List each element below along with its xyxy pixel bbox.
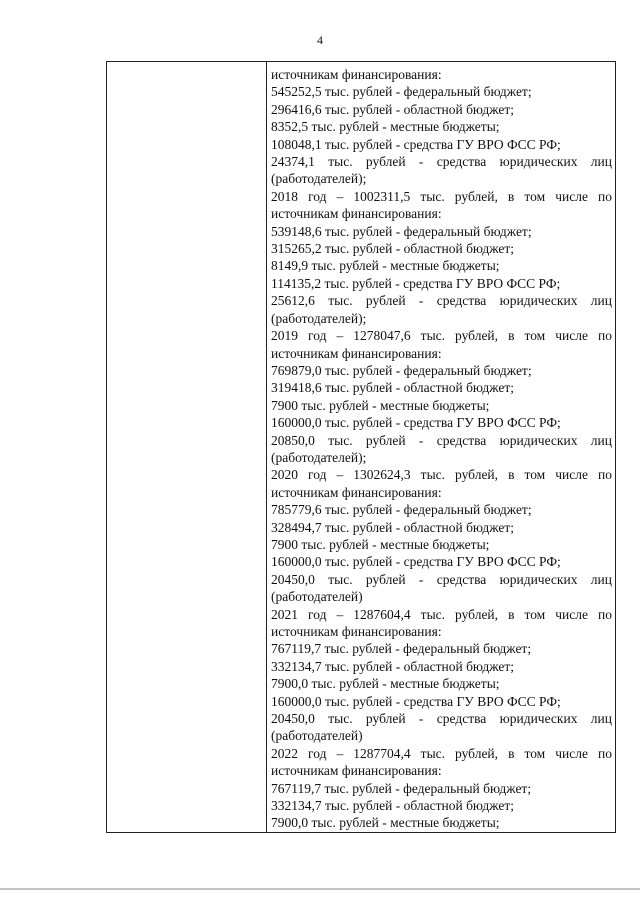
text-line: 8352,5 тыс. рублей - местные бюджеты; <box>271 119 500 135</box>
text-line: (работодателей) <box>271 728 363 744</box>
text-line: 114135,2 тыс. рублей - средства ГУ ВРО ФСС РФ; <box>271 275 561 291</box>
text-line: (работодателей); <box>271 171 367 187</box>
text-line: 2019 год – 1278047,6 тыс. рублей, в том числе по <box>271 328 612 344</box>
text-line: источникам финансирования: <box>271 206 442 222</box>
text-line: 2021 год – 1287604,4 тыс. рублей, в том числе по <box>271 606 612 622</box>
text-line: 332134,7 тыс. рублей - областной бюджет; <box>271 798 514 814</box>
text-line: 20850,0 тыс. рублей - средства юридических лиц <box>271 432 612 448</box>
text-line: 769879,0 тыс. рублей - федеральный бюджет; <box>271 362 532 378</box>
text-line: 7900 тыс. рублей - местные бюджеты; <box>271 397 490 413</box>
text-line: источникам финансирования: <box>271 345 442 361</box>
text-line: (работодателей) <box>271 589 363 605</box>
table-right-column <box>267 62 615 832</box>
text-line: 328494,7 тыс. рублей - областной бюджет; <box>271 519 514 535</box>
document-table <box>106 61 616 833</box>
text-line: 539148,6 тыс. рублей - федеральный бюджет; <box>271 223 532 239</box>
text-line: 2022 год – 1287704,4 тыс. рублей, в том числе по <box>271 745 612 761</box>
text-line: 315265,2 тыс. рублей - областной бюджет; <box>271 241 514 257</box>
text-line: источникам финансирования: <box>271 763 442 779</box>
text-line: 2018 год – 1002311,5 тыс. рублей, в том числе по <box>271 188 612 204</box>
text-line: 7900,0 тыс. рублей - местные бюджеты; <box>271 676 500 692</box>
text-line: 160000,0 тыс. рублей - средства ГУ ВРО ФСС РФ; <box>271 693 561 709</box>
text-line: источникам финансирования: <box>271 484 442 500</box>
text-line: 7900,0 тыс. рублей - местные бюджеты; <box>271 815 500 831</box>
page-number: 4 <box>317 33 323 47</box>
text-line: 160000,0 тыс. рублей - средства ГУ ВРО ФСС РФ; <box>271 415 561 431</box>
text-line: 767119,7 тыс. рублей - федеральный бюджет; <box>271 780 532 796</box>
scan-bottom-edge <box>0 888 640 890</box>
text-line: 545252,5 тыс. рублей - федеральный бюджет; <box>271 84 532 100</box>
text-line: 160000,0 тыс. рублей - средства ГУ ВРО ФСС РФ; <box>271 554 561 570</box>
text-line: 108048,1 тыс. рублей - средства ГУ ВРО ФСС РФ; <box>271 136 561 152</box>
text-line: 296416,6 тыс. рублей - областной бюджет; <box>271 101 514 117</box>
text-line: 7900 тыс. рублей - местные бюджеты; <box>271 536 490 552</box>
text-line: 24374,1 тыс. рублей - средства юридических лиц <box>271 154 612 170</box>
text-line: 785779,6 тыс. рублей - федеральный бюджет; <box>271 502 532 518</box>
text-line: 8149,9 тыс. рублей - местные бюджеты; <box>271 258 500 274</box>
text-line: 2020 год – 1302624,3 тыс. рублей, в том числе по <box>271 467 612 483</box>
text-line: 20450,0 тыс. рублей - средства юридических лиц <box>271 571 612 587</box>
text-line: источникам финансирования: <box>271 624 442 639</box>
text-line: 319418,6 тыс. рублей - областной бюджет; <box>271 380 514 396</box>
text-line: (работодателей); <box>271 449 367 465</box>
text-line: источникам финансирования: <box>271 67 442 82</box>
text-line: (работодателей); <box>271 310 367 326</box>
text-line: 20450,0 тыс. рублей - средства юридических лиц <box>271 711 612 727</box>
text-line: 767119,7 тыс. рублей - федеральный бюджет; <box>271 641 532 657</box>
text-line: 25612,6 тыс. рублей - средства юридических лиц <box>271 293 612 309</box>
text-line: 332134,7 тыс. рублей - областной бюджет; <box>271 658 514 674</box>
table-left-column <box>107 62 267 832</box>
